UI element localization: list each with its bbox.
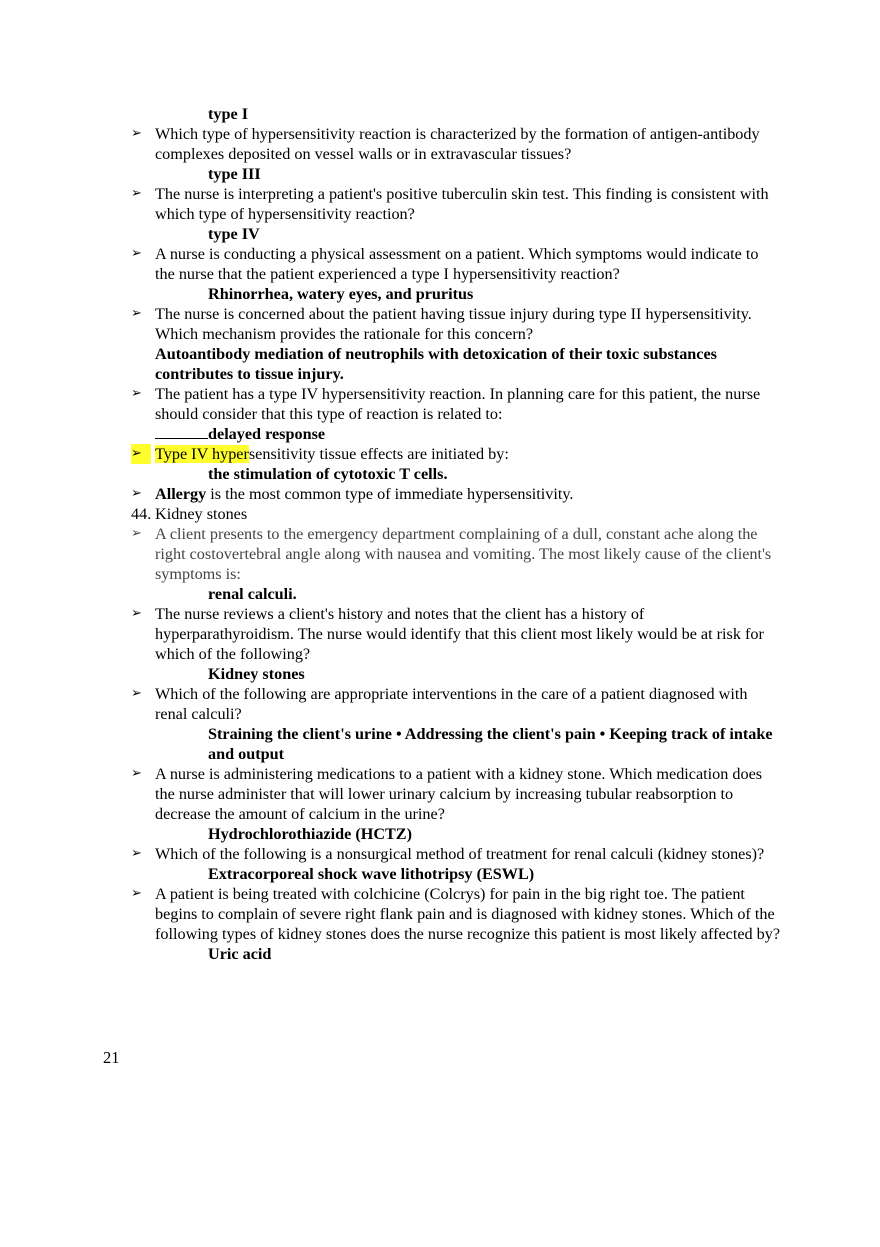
question-text: sensitivity tissue effects are initiated by:	[248, 445, 509, 463]
answer-blank-line	[155, 424, 208, 439]
list-item	[131, 444, 781, 464]
list-item	[131, 764, 781, 824]
question-text: A nurse is conducting a physical assessment on a patient. Which symptoms would indicate to the nurse that the patient experienced a type I hypersensitivity reaction?	[155, 245, 759, 283]
list-item	[131, 524, 781, 584]
list-item	[131, 844, 781, 864]
list-item	[131, 244, 781, 284]
page-number: 21	[103, 1048, 120, 1067]
arrow-bullet-icon: ➢	[131, 386, 142, 401]
arrow-bullet-icon: ➢	[131, 186, 142, 201]
list-item	[131, 384, 781, 424]
arrow-bullet-icon: ➢	[131, 686, 142, 701]
answer-text: Hydrochlorothiazide (HCTZ)	[208, 825, 412, 843]
arrow-bullet-icon: ➢	[131, 486, 142, 501]
question-text: The nurse is interpreting a patient's positive tuberculin skin test. This finding is consistent with which type of hypersensitivity reaction?	[155, 185, 769, 223]
question-text: The patient has a type IV hypersensitivity reaction. In planning care for this patient, the nurse should consider that this type of reaction is related to:	[155, 385, 761, 423]
question-text: Which of the following are appropriate interventions in the care of a patient diagnosed with renal calculi?	[155, 685, 748, 723]
section-number: 44.	[131, 505, 152, 523]
arrow-bullet-icon: ➢	[131, 306, 142, 321]
answer-text: Autoantibody mediation of neutrophils with detoxication of their toxic substances contributes to tissue injury.	[155, 345, 717, 383]
question-text: A patient is being treated with colchicine (Colcrys) for pain in the big right toe. The patient begins to complain of severe right flank pain and is diagnosed with kidney stones. Which of the following types of kidney stones does the nurse recognize this patient is most likely affected by?	[155, 885, 781, 943]
arrow-bullet-icon: ➢	[131, 886, 142, 901]
arrow-bullet-icon: ➢	[131, 126, 142, 141]
list-item	[131, 484, 781, 504]
answer-text: type IV	[208, 225, 260, 243]
question-text: Which type of hypersensitivity reaction is characterized by the formation of antigen-antibody complexes deposited on vessel walls or in extravascular tissues?	[155, 125, 760, 163]
arrow-bullet-icon: ➢	[131, 246, 142, 261]
list-item	[131, 304, 781, 344]
answer-text: Straining the client's urine • Addressing the client's pain • Keeping track of intake and output	[208, 725, 773, 763]
answer-text: renal calculi.	[208, 585, 297, 603]
answer-text: the stimulation of cytotoxic T cells.	[208, 465, 448, 483]
question-text: A nurse is administering medications to a patient with a kidney stone. Which medication does the nurse administer that will lower urinary calcium by increasing tubular reabsorption to decrease the amount of calcium in the urine?	[155, 765, 763, 823]
page-content	[131, 104, 781, 964]
answer-text: Kidney stones	[208, 665, 305, 683]
section-title: Kidney stones	[155, 505, 248, 523]
list-item	[131, 604, 781, 664]
answer-text: type I	[208, 105, 249, 123]
question-text: Which of the following is a nonsurgical method of treatment for renal calculi (kidney stones)?	[155, 845, 765, 863]
list-item	[131, 184, 781, 224]
question-text: The nurse is concerned about the patient having tissue injury during type II hypersensitivity. Which mechanism provides the rationale for this concern?	[155, 305, 752, 343]
list-item	[131, 884, 781, 944]
question-text: A client presents to the emergency department complaining of a dull, constant ache along the right costovertebral angle along with nausea and vomiting. The most likely cause of the client's symptoms is:	[155, 525, 772, 583]
list-item	[131, 124, 781, 164]
answer-text: type III	[208, 165, 261, 183]
bold-term: Allergy	[155, 485, 207, 503]
answer-text: delayed response	[208, 425, 326, 443]
arrow-bullet-icon: ➢	[131, 766, 142, 781]
arrow-bullet-icon: ➢	[131, 606, 142, 621]
list-item	[131, 684, 781, 724]
arrow-bullet-icon: ➢	[131, 444, 151, 464]
answer-text: Extracorporeal shock wave lithotripsy (ESWL)	[208, 865, 535, 883]
highlighted-text: Type IV hyper	[155, 445, 249, 463]
section-heading	[131, 504, 781, 524]
question-text: The nurse reviews a client's history and notes that the client has a history of hyperparathyroidism. The nurse would identify that this client most likely would be at risk for which of the following?	[155, 605, 764, 663]
answer-text: Rhinorrhea, watery eyes, and pruritus	[208, 285, 474, 303]
answer-text: Uric acid	[208, 945, 272, 963]
arrow-bullet-icon: ➢	[131, 526, 142, 541]
statement-text: is the most common type of immediate hypersensitivity.	[206, 485, 574, 503]
arrow-bullet-icon: ➢	[131, 846, 142, 861]
answer-row	[131, 424, 781, 444]
